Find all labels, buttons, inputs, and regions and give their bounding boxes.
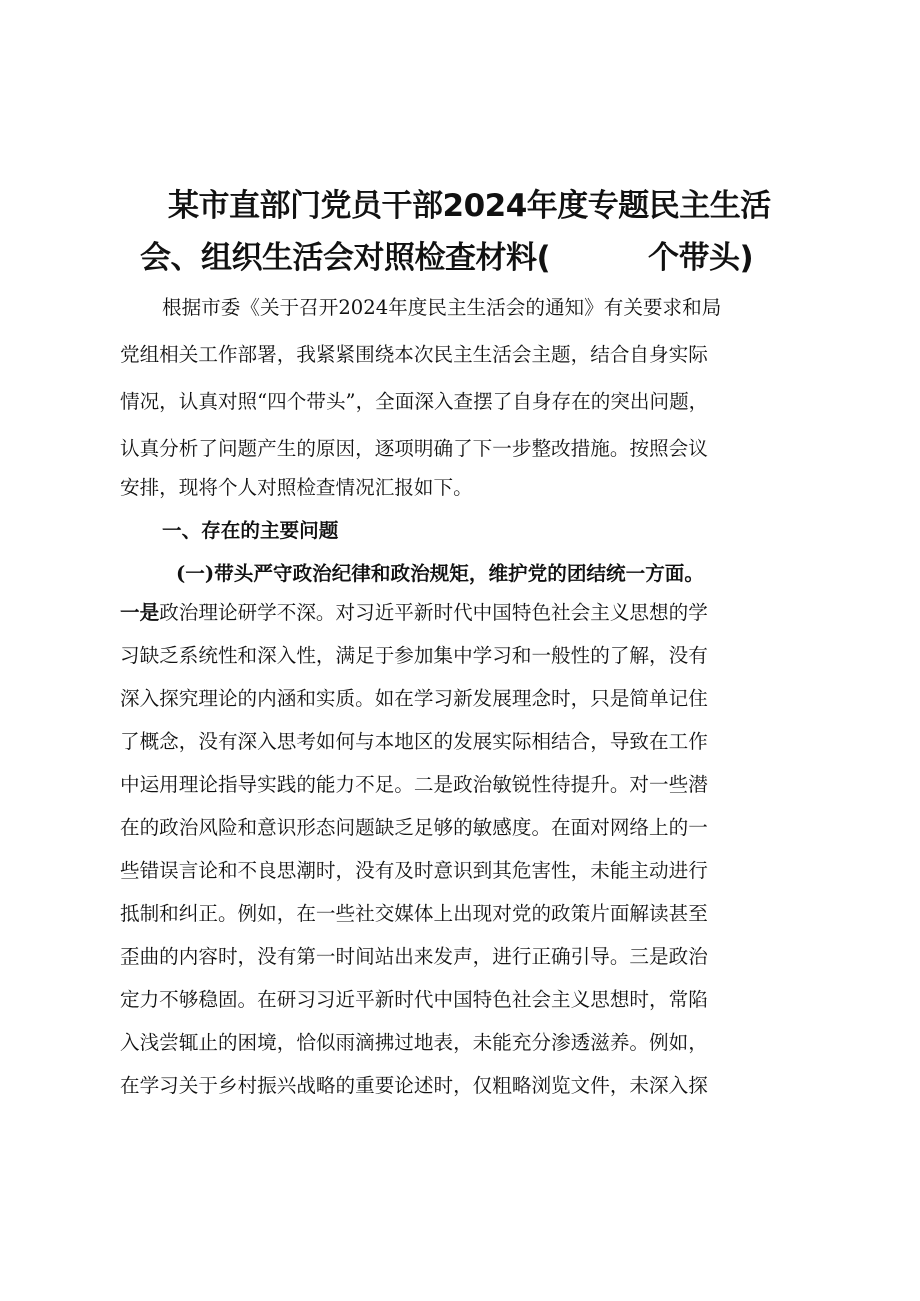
- body-line: 习缺乏系统性和深入性，满足于参加集中学习和一般性的了解，没有: [120, 644, 708, 667]
- intro-line: 根据市委《关于召开2024年度民主生活会的通知》有关要求和局: [162, 296, 722, 319]
- document-title-line-1: 某市直部门党员干部2024年度专题民主生活: [168, 188, 771, 224]
- body-line: 歪曲的内容时，没有第一时间站出来发声，进行正确引导。三是政治: [120, 945, 708, 968]
- body-line: 抵制和纠正。例如，在一些社交媒体上出现对党的政策片面解读甚至: [120, 902, 708, 925]
- item-marker: 一是: [120, 601, 160, 624]
- body-line: 入浅尝辄止的困境，恰似雨滴拂过地表，未能充分渗透滋养。例如，: [120, 1031, 708, 1054]
- intro-line: 认真分析了问题产生的原因，逐项明确了下一步整改措施。按照会议: [120, 437, 708, 460]
- body-line: 深入探究理论的内涵和实质。如在学习新发展理念时，只是简单记住: [120, 687, 708, 710]
- intro-line: 安排，现将个人对照检查情况汇报如下。: [120, 476, 473, 499]
- body-line: 中运用理论指导实践的能力不足。二是政治敏锐性待提升。对一些潜: [120, 773, 708, 796]
- body-paragraph-first-line: [120, 603, 708, 623]
- intro-line: 党组相关工作部署，我紧紧围绕本次民主生活会主题，结合自身实际: [120, 343, 708, 366]
- subsection-heading: (一)带头严守政治纪律和政治规矩，维护党的团结统一方面。: [176, 562, 704, 585]
- section-heading: 一、存在的主要问题: [162, 519, 339, 542]
- body-line: 些错误言论和不良思潮时，没有及时意识到其危害性，未能主动进行: [120, 859, 708, 882]
- body-line: 定力不够稳固。在研习习近平新时代中国特色社会主义思想时，常陷: [120, 988, 708, 1011]
- document-title-line-2-part-1: 会、组织生活会对照检查材料(: [140, 240, 551, 276]
- intro-line: 情况，认真对照“四个带头”，全面深入查摆了自身存在的突出问题，: [120, 390, 709, 413]
- body-line: 在学习关于乡村振兴战略的重要论述时，仅粗略浏览文件，未深入探: [120, 1074, 708, 1097]
- body-line: 在的政治风险和意识形态问题缺乏足够的敏感度。在面对网络上的一: [120, 816, 708, 839]
- document-title-line-2-part-2: 个带头): [648, 240, 754, 276]
- body-line: 了概念，没有深入思考如何与本地区的发展实际相结合，导致在工作: [120, 730, 708, 753]
- body-text: 政治理论研学不深。对习近平新时代中国特色社会主义思想的学: [159, 601, 708, 624]
